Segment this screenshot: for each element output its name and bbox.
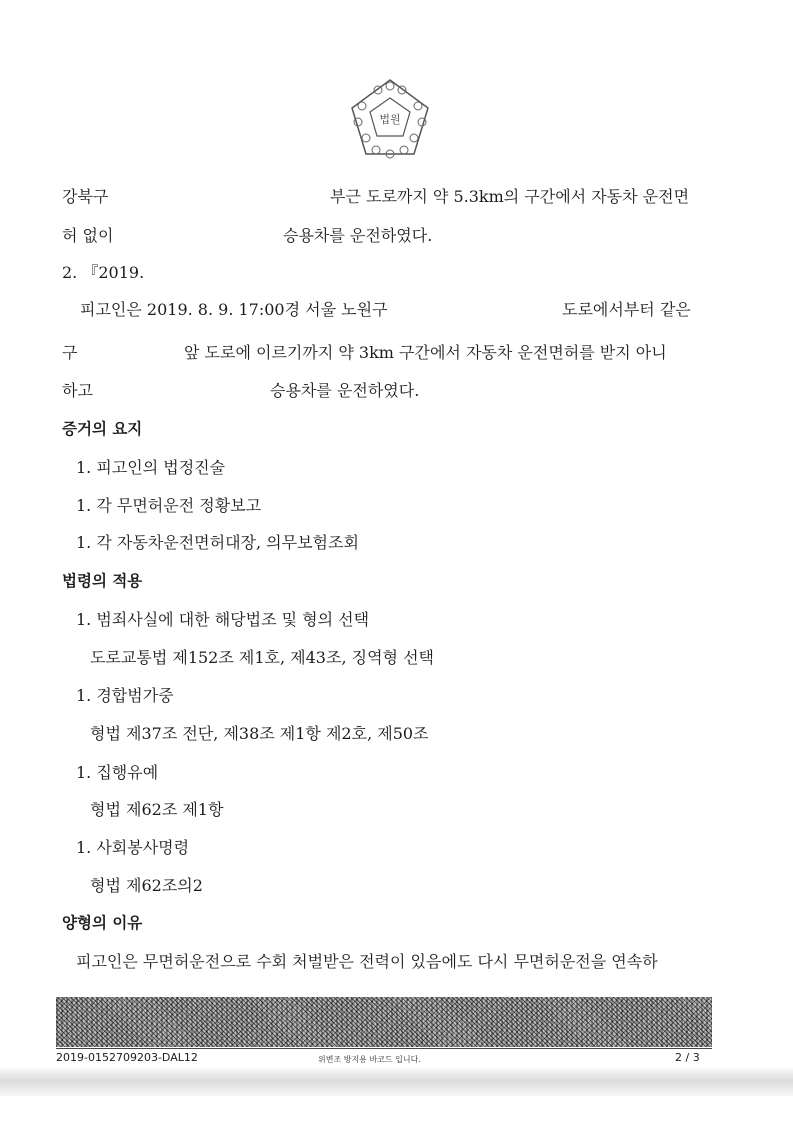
law-item-label: 1. 범죄사실에 대한 해당법조 및 형의 선택 (76, 610, 370, 629)
law-item-detail: 도로교통법 제152조 제1호, 제43조, 징역형 선택 (90, 648, 434, 667)
barcode-notice: 위변조 방지용 바코드 입니다. (318, 1055, 421, 1064)
footer-divider (56, 1048, 712, 1049)
law-item-label: 1. 사회봉사명령 (76, 838, 190, 857)
body-text-line: 앞 도로에 이르기까지 약 3km 구간에서 자동차 운전면허를 받지 아니 (184, 343, 667, 362)
body-text-line: 부근 도로까지 약 5.3km의 구간에서 자동차 운전면 (330, 187, 690, 206)
document-id: 2019-0152709203-DAL12 (56, 1051, 198, 1064)
body-text-line: 승용차를 운전하였다. (283, 226, 433, 245)
law-item-detail: 형법 제62조의2 (90, 876, 203, 895)
scan-shadow (0, 1066, 793, 1096)
body-text-line: 강북구 (62, 187, 109, 206)
evidence-item: 1. 피고인의 법정진술 (76, 458, 226, 477)
evidence-item: 1. 각 자동차운전면허대장, 의무보험조회 (76, 533, 359, 552)
section-heading-sentencing: 양형의 이유 (62, 914, 143, 932)
body-text-line: 도로에서부터 같은 (562, 300, 691, 319)
section-heading-law: 법령의 적용 (62, 572, 143, 590)
body-text-line: 2. 『2019. (62, 263, 145, 282)
body-text-line: 승용차를 운전하였다. (270, 381, 420, 400)
evidence-item: 1. 각 무면허운전 정황보고 (76, 496, 262, 515)
body-text-line: 피고인은 2019. 8. 9. 17:00경 서울 노원구 (80, 300, 388, 319)
court-seal-logo (348, 76, 432, 160)
anti-forgery-barcode (56, 997, 712, 1047)
body-text-line: 구 (62, 343, 78, 362)
law-item-label: 1. 집행유예 (76, 763, 159, 782)
seal-text: 법원 (379, 113, 401, 126)
sentencing-text: 피고인은 무면허운전으로 수회 처벌받은 전력이 있음에도 다시 무면허운전을 연속하 (76, 952, 658, 971)
body-text-line: 하고 (62, 381, 93, 400)
law-item-detail: 형법 제37조 전단, 제38조 제1항 제2호, 제50조 (90, 724, 429, 743)
body-text-line: 허 없이 (62, 226, 114, 245)
law-item-label: 1. 경합범가중 (76, 686, 174, 705)
page-number: 2 / 3 (675, 1051, 700, 1064)
law-item-detail: 형법 제62조 제1항 (90, 800, 224, 819)
section-heading-evidence: 증거의 요지 (62, 420, 143, 438)
